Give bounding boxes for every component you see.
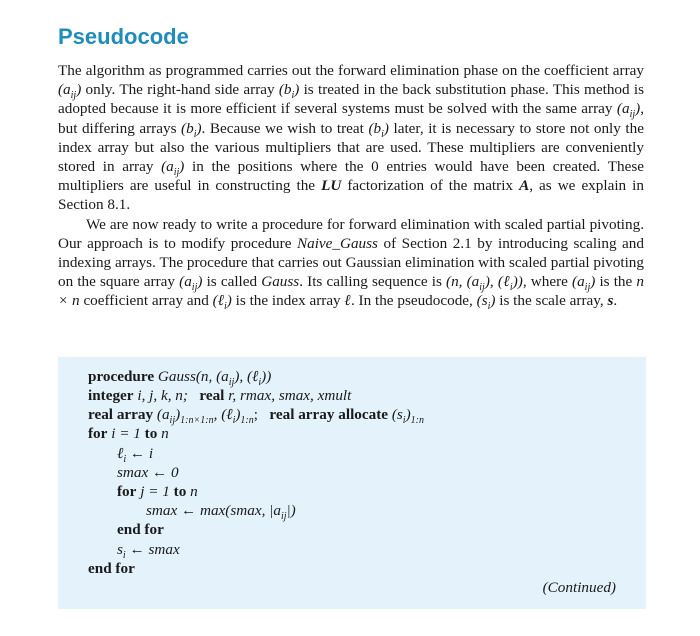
code-line-end-for-inner: end for (117, 521, 164, 538)
code-line-for-j: for j = 1 to n (117, 483, 198, 500)
body-text (58, 61, 644, 311)
code-line-init-smax: smax ← 0 (117, 464, 179, 481)
code-line-end-for-outer: end for (88, 560, 135, 577)
code-line-scale: $s_i$ ← smax (117, 541, 180, 562)
code-line-procedure: procedure Gauss(n, $(a_{ij})$, (ℓ$_i$)) (88, 368, 272, 389)
code-line-integer: integer i, j, k, n; real r, rmax, smax, xmult (88, 387, 352, 404)
paragraph-1: The algorithm as programmed carries out the forward elimination phase on the coefficient array $(a_{ij})$ only. The right-hand side array $(b_i)$ is treated in the back substitution phase. This method is adopted because it is more efficient if several systems must be solved with the same array $(a_{ij})$, but differing arrays $(b_i)$. Because we wish to treat $(b_i)$ later, it is necessary to store not only the index array but also the various multipliers that are used. These multipliers are conveniently stored in array $(a_{ij})$ in the positions where the 0 entries would have been created. These multipliers are useful in constructing the LU factorization of the matrix A, as we explain in Section 8.1. (58, 62, 644, 214)
paragraph-2: We are now ready to write a procedure for forward elimination with scaled partial pivoting. Our approach is to modify procedure Naive_Gauss of Section 2.1 by introducing scaling and indexing arrays. The procedure that carries out Gaussian elimination with scaled partial pivoting on the square array $(a_{ij})$ is called Gauss. Its calling sequence is (n, $(a_{ij})$, (ℓ$_i$)), where $(a_{ij})$ is the n × n coefficient array and (ℓ$_i$) is the index array ℓ. In the pseudocode, $(s_i)$ is the scale array, s. (58, 215, 644, 313)
code-line-max: smax ← max(smax, $|a_{ij}|$) (146, 502, 296, 523)
pseudocode-box (58, 357, 646, 609)
code-line-real-array: real array $(a_{ij})_{1:n\times 1:n}$, $(\ell_i)_{1:n}$; real array allocate $(s_i)_{1:n}$ (88, 406, 424, 427)
continued-label: (Continued) (542, 579, 616, 596)
code-line-init-index: ℓ$_i$ ← i (117, 445, 154, 466)
code-line-for-i: for i = 1 to n (88, 425, 169, 442)
section-heading: Pseudocode (58, 24, 189, 49)
